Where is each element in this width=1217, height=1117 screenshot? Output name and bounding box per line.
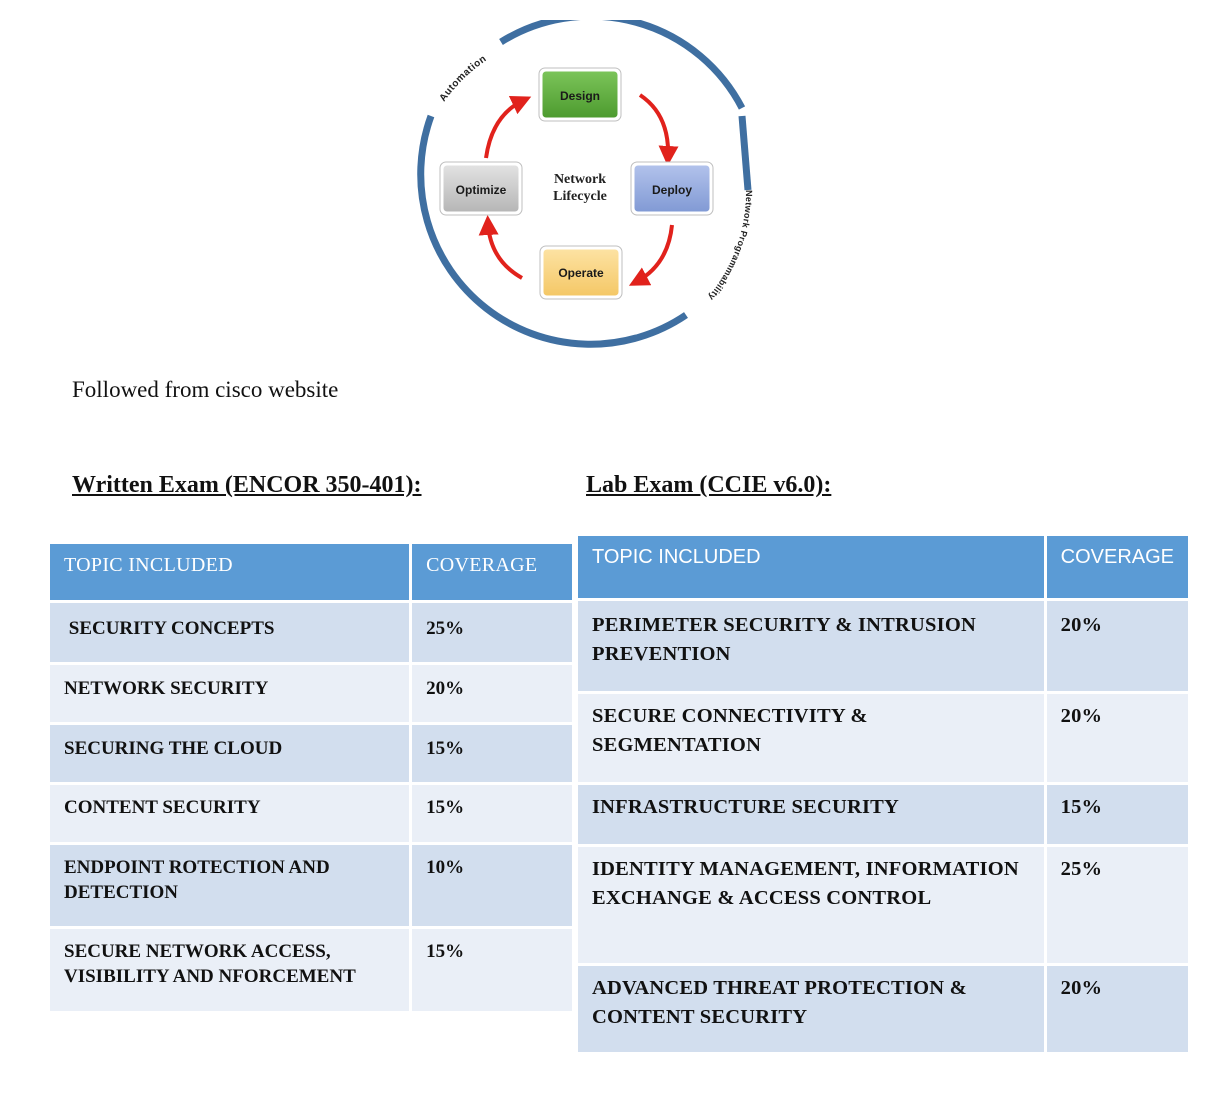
ring-label-programmability: Network Programmability bbox=[706, 189, 755, 303]
header-coverage: COVERAGE bbox=[426, 554, 538, 576]
arrow-operate-to-optimize bbox=[488, 223, 522, 278]
written-exam-table bbox=[50, 544, 572, 1014]
stage-optimize-label: Optimize bbox=[455, 183, 507, 197]
stage-deploy-label: Deploy bbox=[651, 183, 693, 197]
coverage-cell: 15% bbox=[426, 941, 465, 962]
written-exam-heading: Written Exam (ENCOR 350-401): bbox=[72, 472, 422, 498]
table-row bbox=[50, 785, 572, 845]
table-row bbox=[578, 966, 1188, 1055]
caption: Followed from cisco website bbox=[72, 377, 339, 402]
stage-design bbox=[539, 68, 621, 121]
svg-text:Automation bbox=[438, 53, 489, 104]
coverage-cell: 15% bbox=[426, 738, 465, 759]
table-row bbox=[50, 665, 572, 725]
stage-operate bbox=[540, 246, 622, 299]
coverage-cell: 25% bbox=[1060, 858, 1103, 880]
topic-cell: ADVANCED THREAT PROTECTION & CONTENT SECURITY bbox=[592, 977, 967, 1028]
table-row bbox=[50, 929, 572, 1014]
stage-operate-label: Operate bbox=[558, 266, 604, 280]
table-row bbox=[50, 725, 572, 785]
center-label-line-2: Lifecycle bbox=[553, 189, 607, 204]
topic-cell: SECURE NETWORK ACCESS, VISIBILITY AND NFORCEMENT bbox=[64, 941, 356, 987]
table-row bbox=[578, 601, 1188, 694]
coverage-cell: 15% bbox=[1060, 796, 1103, 818]
stage-optimize bbox=[440, 162, 522, 215]
table-row bbox=[578, 694, 1188, 785]
topic-cell: PERIMETER SECURITY & INTRUSION PREVENTION bbox=[592, 614, 976, 665]
header-topic: TOPIC INCLUDED bbox=[64, 554, 233, 576]
table-row bbox=[50, 603, 572, 665]
topic-cell: SECURE CONNECTIVITY & SEGMENTATION bbox=[592, 705, 868, 756]
topic-cell: NETWORK SECURITY bbox=[64, 678, 269, 699]
header-coverage: COVERAGE bbox=[1060, 546, 1174, 568]
topic-cell: IDENTITY MANAGEMENT, INFORMATION EXCHANGE & ACCESS CONTROL bbox=[592, 858, 1019, 909]
coverage-cell: 20% bbox=[1060, 705, 1103, 727]
table-row bbox=[578, 785, 1188, 847]
arrow-optimize-to-design bbox=[486, 100, 524, 158]
topic-cell: SECURING THE CLOUD bbox=[64, 738, 283, 759]
stage-deploy bbox=[631, 162, 713, 215]
lab-exam-heading: Lab Exam (CCIE v6.0): bbox=[586, 472, 832, 498]
center-label-line-1: Network bbox=[553, 172, 607, 187]
coverage-cell: 20% bbox=[1060, 614, 1103, 636]
coverage-cell: 20% bbox=[1060, 977, 1103, 999]
topic-cell: CONTENT SECURITY bbox=[64, 797, 261, 818]
topic-cell: INFRASTRUCTURE SECURITY bbox=[592, 796, 900, 818]
table-header-row bbox=[578, 536, 1188, 601]
arrow-design-to-deploy bbox=[640, 95, 668, 158]
stage-design-label: Design bbox=[559, 89, 601, 103]
svg-text:Network Programmability bbox=[706, 190, 754, 302]
table-row bbox=[50, 845, 572, 929]
lab-exam-table bbox=[578, 536, 1188, 1055]
coverage-cell: 20% bbox=[426, 678, 465, 699]
ring-label-automation: Automation bbox=[437, 53, 489, 104]
topic-cell: SECURITY CONCEPTS bbox=[64, 618, 275, 639]
coverage-cell: 10% bbox=[426, 857, 465, 878]
table-header-row bbox=[50, 544, 572, 603]
table-row bbox=[578, 847, 1188, 966]
arrow-deploy-to-operate bbox=[636, 225, 672, 282]
header-topic: TOPIC INCLUDED bbox=[592, 546, 761, 568]
coverage-cell: 15% bbox=[426, 797, 465, 818]
network-lifecycle-diagram bbox=[400, 20, 770, 365]
topic-cell: ENDPOINT ROTECTION AND DETECTION bbox=[64, 857, 330, 903]
coverage-cell: 25% bbox=[426, 618, 465, 639]
